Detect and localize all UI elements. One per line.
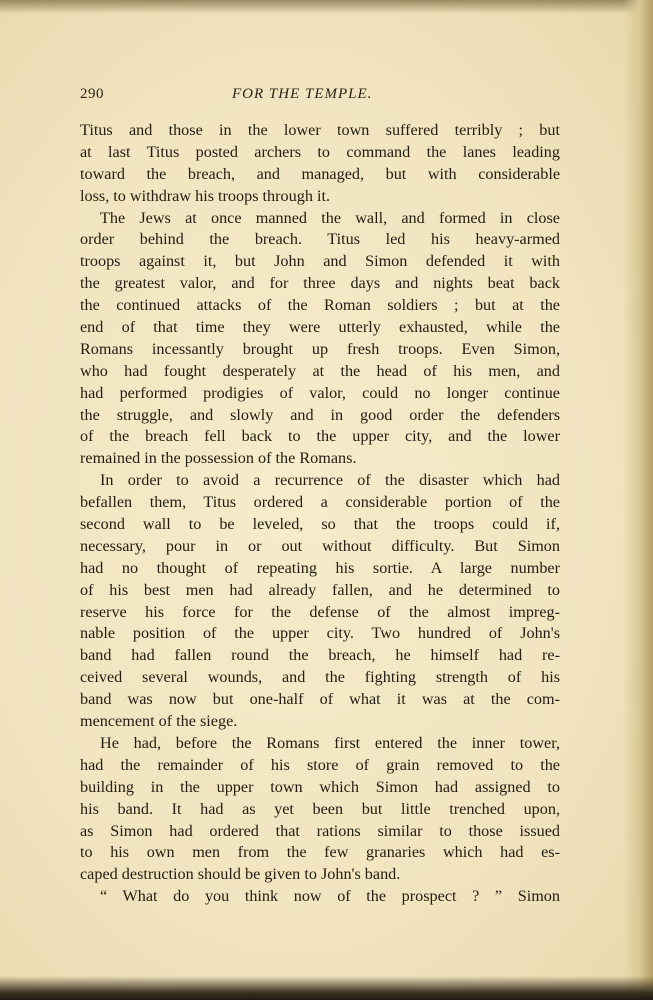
text-line: the struggle, and slowly and in good order the defenders: [80, 405, 560, 424]
text-line: had performed prodigies of valor, could no longer continue: [80, 383, 560, 402]
text-line: of the breach fell back to the upper city, and the lower: [80, 427, 560, 446]
page-header: [80, 86, 560, 110]
text-line: the continued attacks of the Roman soldiers ; but at the: [80, 296, 560, 315]
page-bottom-shadow: [0, 976, 653, 1000]
text-line: building in the upper town which Simon had assigned to: [80, 777, 560, 796]
text-line: had the remainder of his store of grain removed to the: [80, 755, 560, 774]
page-right-edge: [623, 0, 653, 1000]
text-line: order behind the breach. Titus led his heavy-armed: [80, 230, 560, 249]
text-line: Titus and those in the lower town suffered terribly ; but: [80, 121, 560, 139]
text-line: remained in the possession of the Romans.: [80, 449, 357, 468]
text-line: In order to avoid a recurrence of the disaster which had: [100, 471, 560, 490]
text-line: band was now but one-half of what it was at the com-: [80, 690, 560, 709]
text-line: loss, to withdraw his troops through it.: [80, 186, 331, 205]
text-line: The Jews at once manned the wall, and formed in close: [100, 208, 560, 227]
text-line: ceived several wounds, and the fighting strength of his: [80, 668, 560, 687]
text-line: the greatest valor, and for three days and nights beat back: [80, 274, 560, 293]
page-top-shadow: [0, 0, 653, 14]
text-line: He had, before the Romans first entered the inner tower,: [100, 733, 560, 752]
text-line: caped destruction should be given to John's band.: [80, 865, 401, 884]
text-line: to his own men from the few granaries which had es-: [80, 843, 560, 862]
page-number: 290: [80, 86, 104, 102]
text-line: mencement of the siege.: [80, 712, 238, 731]
text-line: had no thought of repeating his sortie. A large number: [80, 558, 560, 577]
text-line: reserve his force for the defense of the almost impreg-: [80, 602, 560, 621]
text-line: his band. It had as yet been but little trenched upon,: [80, 799, 560, 818]
text-line: befallen them, Titus ordered a considerable portion of the: [80, 493, 560, 512]
text-line: end of that time they were utterly exhausted, while the: [80, 318, 560, 337]
text-line: of his best men had already fallen, and he determined to: [80, 580, 560, 599]
text-line: toward the breach, and managed, but with considerable: [80, 164, 560, 183]
text-line: band had fallen round the breach, he himself had re-: [80, 646, 560, 665]
text-line: at last Titus posted archers to command the lanes leading: [80, 142, 560, 161]
text-line: “ What do you think now of the prospect ? ” Simon: [100, 887, 560, 906]
text-line: troops against it, but John and Simon defended it with: [80, 252, 560, 271]
text-line: Romans incessantly brought up fresh troops. Even Simon,: [80, 339, 560, 358]
body-text: [80, 120, 560, 908]
running-head: FOR THE TEMPLE.: [232, 86, 373, 102]
text-line: necessary, pour in or out without difficulty. But Simon: [80, 536, 560, 555]
text-line: second wall to be leveled, so that the troops could if,: [80, 515, 560, 534]
text-line: who had fought desperately at the head of his men, and: [80, 361, 560, 380]
text-line: nable position of the upper city. Two hundred of John's: [80, 624, 560, 643]
text-line: as Simon had ordered that rations similar to those issued: [80, 821, 560, 840]
